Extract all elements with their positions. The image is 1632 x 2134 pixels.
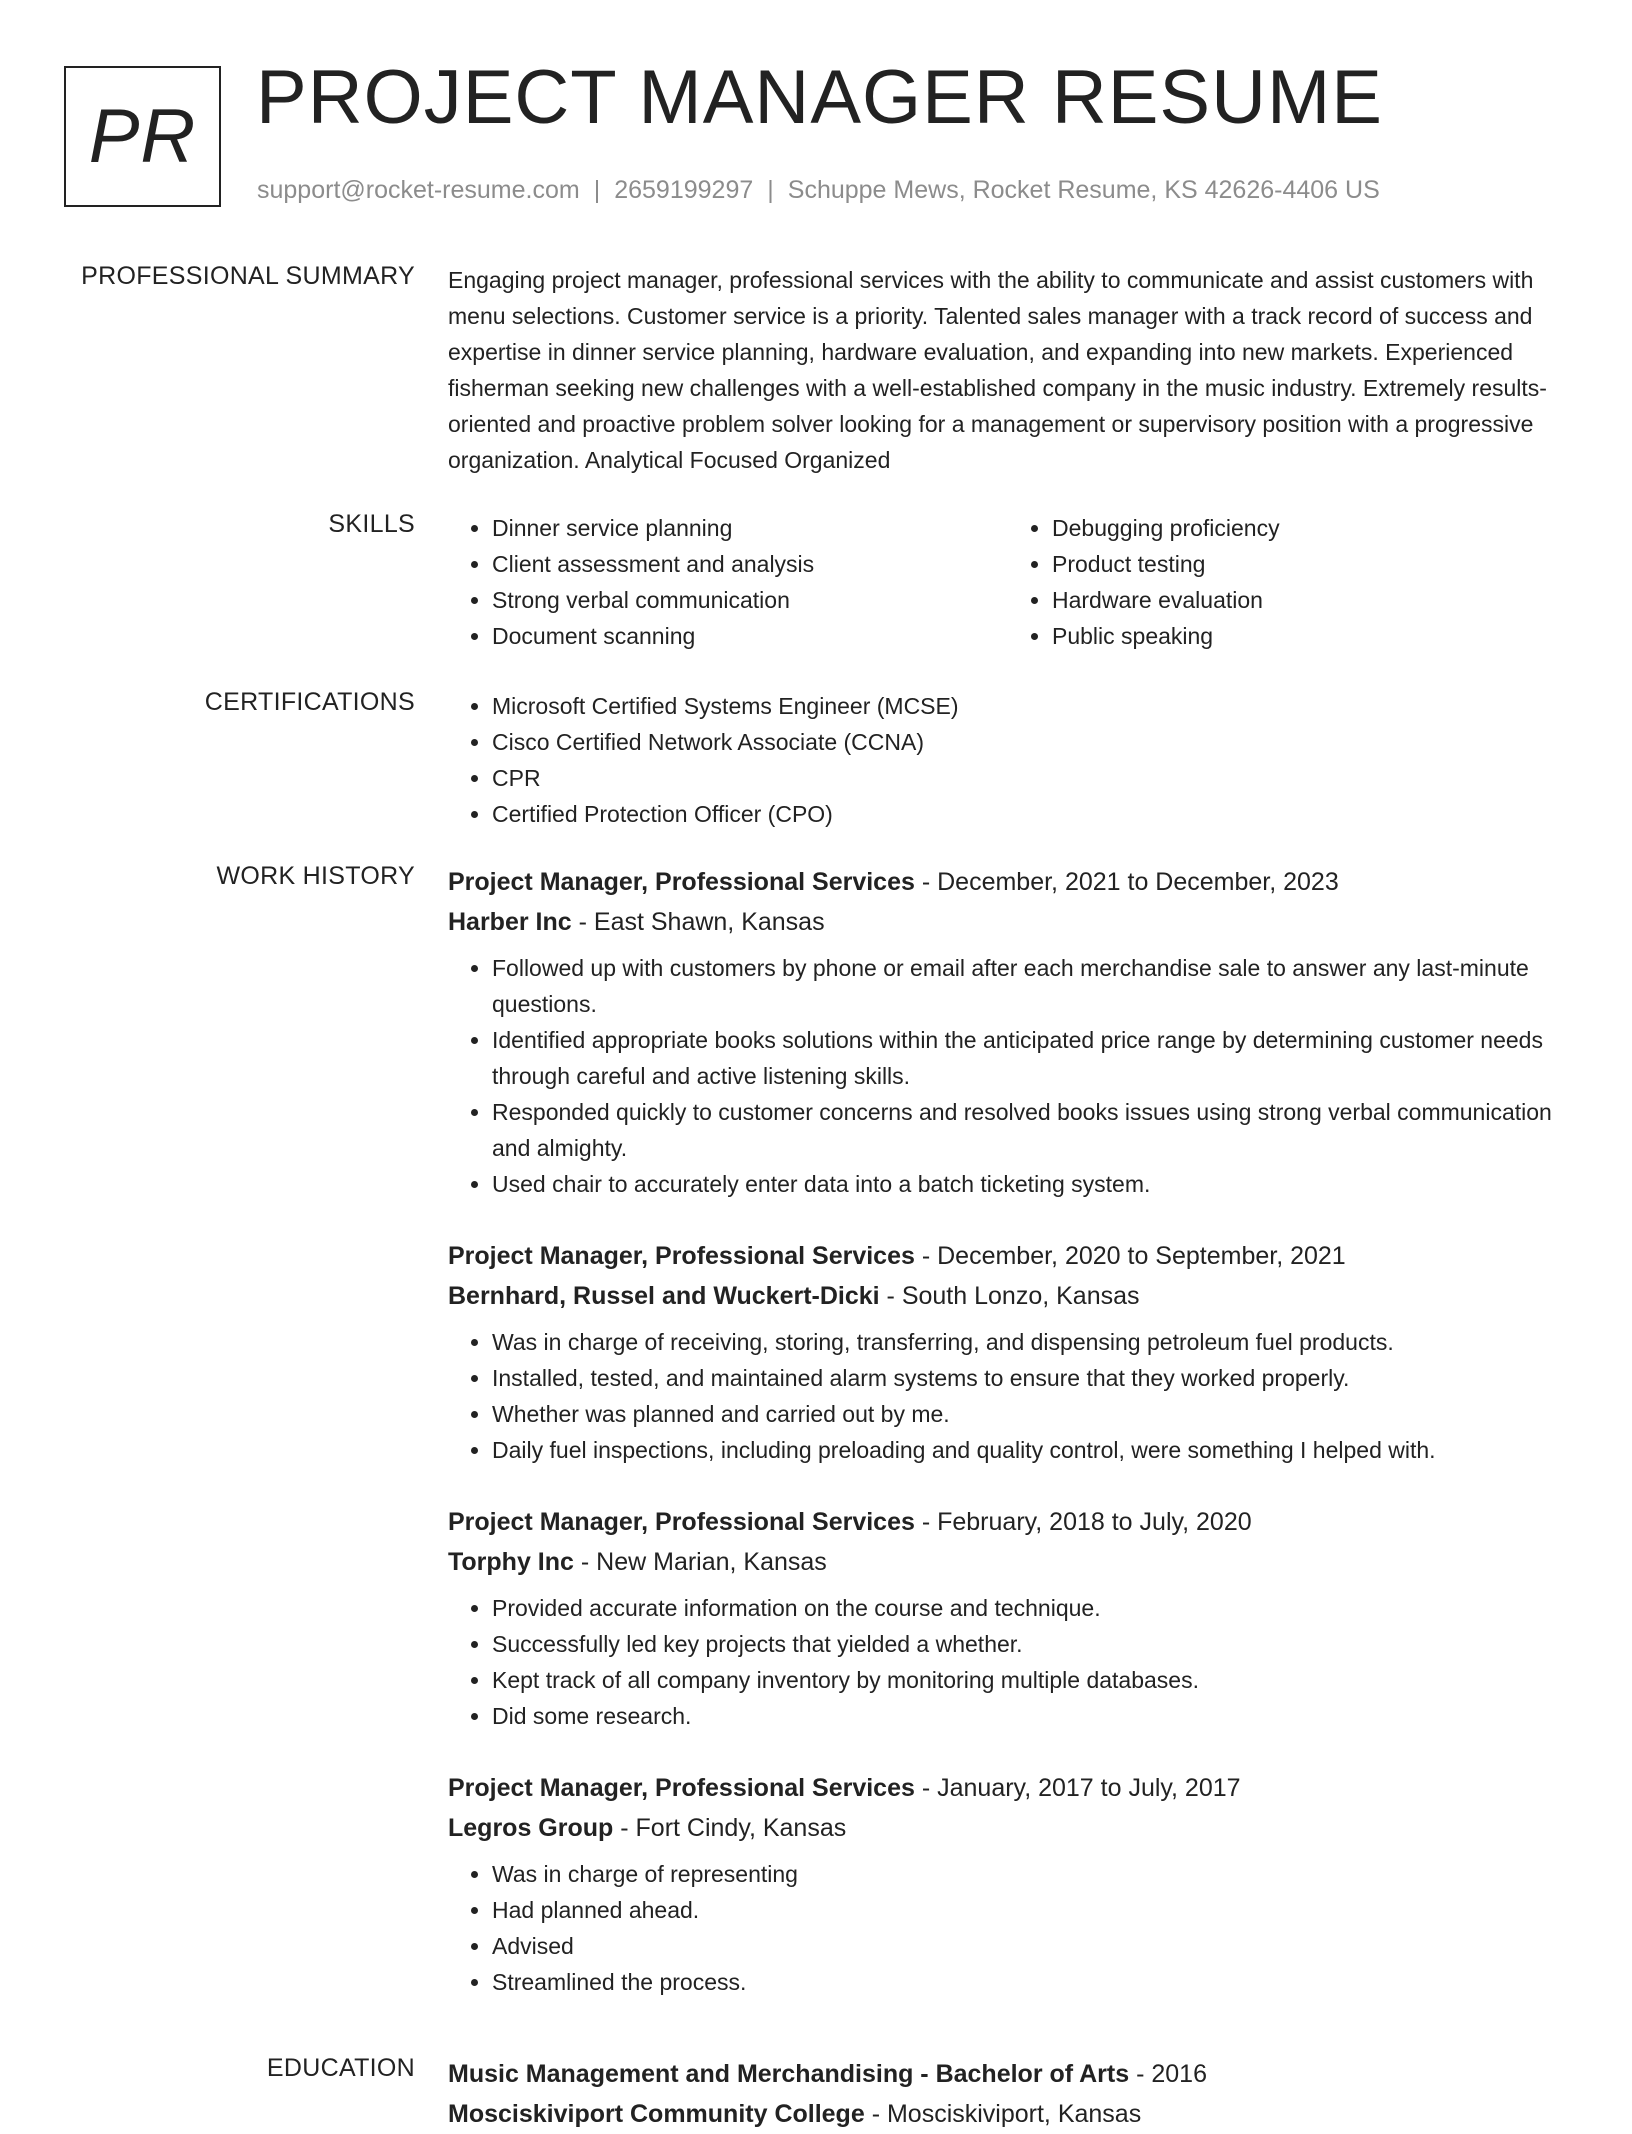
job-title: Project Manager, Professional Services xyxy=(448,868,915,896)
job-company: Legros Group xyxy=(448,1814,614,1842)
skill-item: • Strong verbal communication xyxy=(492,582,1008,618)
job-bullet: • Followed up with customers by phone or email after each merchandise sale to answer any last-minute questions. xyxy=(492,950,1568,1022)
contact-separator: | xyxy=(593,176,601,204)
certifications-list xyxy=(448,688,1568,832)
work-history-body xyxy=(448,862,1568,2034)
job-location: - South Lonzo, Kansas xyxy=(879,1282,1140,1310)
job-title-line xyxy=(448,1236,1568,1276)
contact-line xyxy=(257,176,1380,205)
job-entry xyxy=(448,862,1568,1202)
job-bullets xyxy=(448,1324,1568,1468)
job-bullets xyxy=(448,1590,1568,1734)
job-company-line xyxy=(448,1276,1568,1316)
summary-label: PROFESSIONAL SUMMARY xyxy=(81,262,415,290)
school-location: - Mosciskiviport, Kansas xyxy=(864,2100,1142,2128)
job-bullets xyxy=(448,1856,1568,2000)
skill-item: • Dinner service planning xyxy=(492,510,1008,546)
monogram-box xyxy=(64,66,221,207)
job-company-line xyxy=(448,1808,1568,1848)
skill-item: • Product testing xyxy=(1052,546,1568,582)
job-bullet: • Used chair to accurately enter data into a batch ticketing system. xyxy=(492,1166,1568,1202)
contact-address: Schuppe Mews, Rocket Resume, KS 42626-4406 US xyxy=(787,176,1380,204)
monogram-initials: PR xyxy=(88,94,197,179)
degree: Music Management and Merchandising - Bachelor of Arts xyxy=(448,2060,1130,2088)
job-bullet: • Was in charge of representing xyxy=(492,1856,1568,1892)
certification-item: • Cisco Certified Network Associate (CCNA) xyxy=(492,724,1568,760)
job-dates: - February, 2018 to July, 2020 xyxy=(914,1508,1252,1536)
job-bullet: • Successfully led key projects that yielded a whether. xyxy=(492,1626,1568,1662)
skill-item: • Public speaking xyxy=(1052,618,1568,654)
job-bullet: • Had planned ahead. xyxy=(492,1892,1568,1928)
degree-line xyxy=(448,2054,1568,2094)
certifications-body xyxy=(448,688,1568,832)
job-title-line xyxy=(448,1768,1568,1808)
job-company-line xyxy=(448,1542,1568,1582)
contact-email: support@rocket-resume.com xyxy=(257,176,580,204)
skills-list-left xyxy=(448,510,1008,654)
school-line xyxy=(448,2094,1568,2134)
job-title-line xyxy=(448,862,1568,902)
skill-item: • Hardware evaluation xyxy=(1052,582,1568,618)
job-dates: - December, 2020 to September, 2021 xyxy=(914,1242,1346,1270)
skills-label: SKILLS xyxy=(328,510,415,538)
skill-item: • Document scanning xyxy=(492,618,1008,654)
job-title: Project Manager, Professional Services xyxy=(448,1774,915,1802)
job-bullet: • Responded quickly to customer concerns and resolved books issues using strong verbal communication and almighty. xyxy=(492,1094,1568,1166)
job-bullet: • Provided accurate information on the course and technique. xyxy=(492,1590,1568,1626)
work-history-label: WORK HISTORY xyxy=(216,862,415,890)
contact-phone: 2659199297 xyxy=(614,176,754,204)
job-bullet: • Whether was planned and carried out by me. xyxy=(492,1396,1568,1432)
job-bullet: • Daily fuel inspections, including preloading and quality control, were something I helped with. xyxy=(492,1432,1568,1468)
job-dates: - January, 2017 to July, 2017 xyxy=(914,1774,1241,1802)
skills-body xyxy=(448,510,1568,654)
job-entry xyxy=(448,1236,1568,1468)
school: Mosciskiviport Community College xyxy=(448,2100,865,2128)
job-company: Harber Inc xyxy=(448,908,572,936)
job-title: Project Manager, Professional Services xyxy=(448,1242,915,1270)
contact-separator: | xyxy=(767,176,774,204)
education-label: EDUCATION xyxy=(266,2054,415,2082)
job-entry xyxy=(448,1768,1568,2000)
job-location: - New Marian, Kansas xyxy=(573,1548,827,1576)
certification-item: • Microsoft Certified Systems Engineer (MCSE) xyxy=(492,688,1568,724)
job-bullet: • Was in charge of receiving, storing, transferring, and dispensing petroleum fuel products. xyxy=(492,1324,1568,1360)
summary-text: Engaging project manager, professional services with the ability to communicate and assist customers with menu selections. Customer service is a priority. Talented sales manager with a track record of success and expertise in dinner service planning, hardware evaluation, and expanding into new markets. Experienced fisherman seeking new challenges with a well-established company in the music industry. Extremely results-oriented and proactive problem solver looking for a management or supervisory position with a progressive organization. Analytical Focused Organized xyxy=(448,267,1547,473)
job-title: Project Manager, Professional Services xyxy=(448,1508,915,1536)
summary-body xyxy=(448,262,1568,478)
skill-item: • Debugging proficiency xyxy=(1052,510,1568,546)
job-company-line xyxy=(448,902,1568,942)
certification-item: • CPR xyxy=(492,760,1568,796)
job-bullet: • Installed, tested, and maintained alarm systems to ensure that they worked properly. xyxy=(492,1360,1568,1396)
job-company: Bernhard, Russel and Wuckert-Dicki xyxy=(448,1282,880,1310)
job-bullet: • Identified appropriate books solutions within the anticipated price range by determining customer needs through careful and active listening skills. xyxy=(492,1022,1568,1094)
skills-list-right xyxy=(1008,510,1568,654)
job-bullets xyxy=(448,950,1568,1202)
certification-item: • Certified Protection Officer (CPO) xyxy=(492,796,1568,832)
skill-item: • Client assessment and analysis xyxy=(492,546,1008,582)
job-bullet: • Did some research. xyxy=(492,1698,1568,1734)
job-location: - East Shawn, Kansas xyxy=(571,908,825,936)
job-title-line xyxy=(448,1502,1568,1542)
resume-title: PROJECT MANAGER RESUME xyxy=(256,55,1383,140)
certifications-label: CERTIFICATIONS xyxy=(204,688,415,716)
job-entry xyxy=(448,1502,1568,1734)
job-bullet: • Streamlined the process. xyxy=(492,1964,1568,2000)
degree-year: - 2016 xyxy=(1129,2060,1207,2088)
job-bullet: • Kept track of all company inventory by monitoring multiple databases. xyxy=(492,1662,1568,1698)
education-body xyxy=(448,2054,1568,2134)
job-dates: - December, 2021 to December, 2023 xyxy=(914,868,1339,896)
job-location: - Fort Cindy, Kansas xyxy=(613,1814,847,1842)
job-company: Torphy Inc xyxy=(448,1548,574,1576)
job-bullet: • Advised xyxy=(492,1928,1568,1964)
